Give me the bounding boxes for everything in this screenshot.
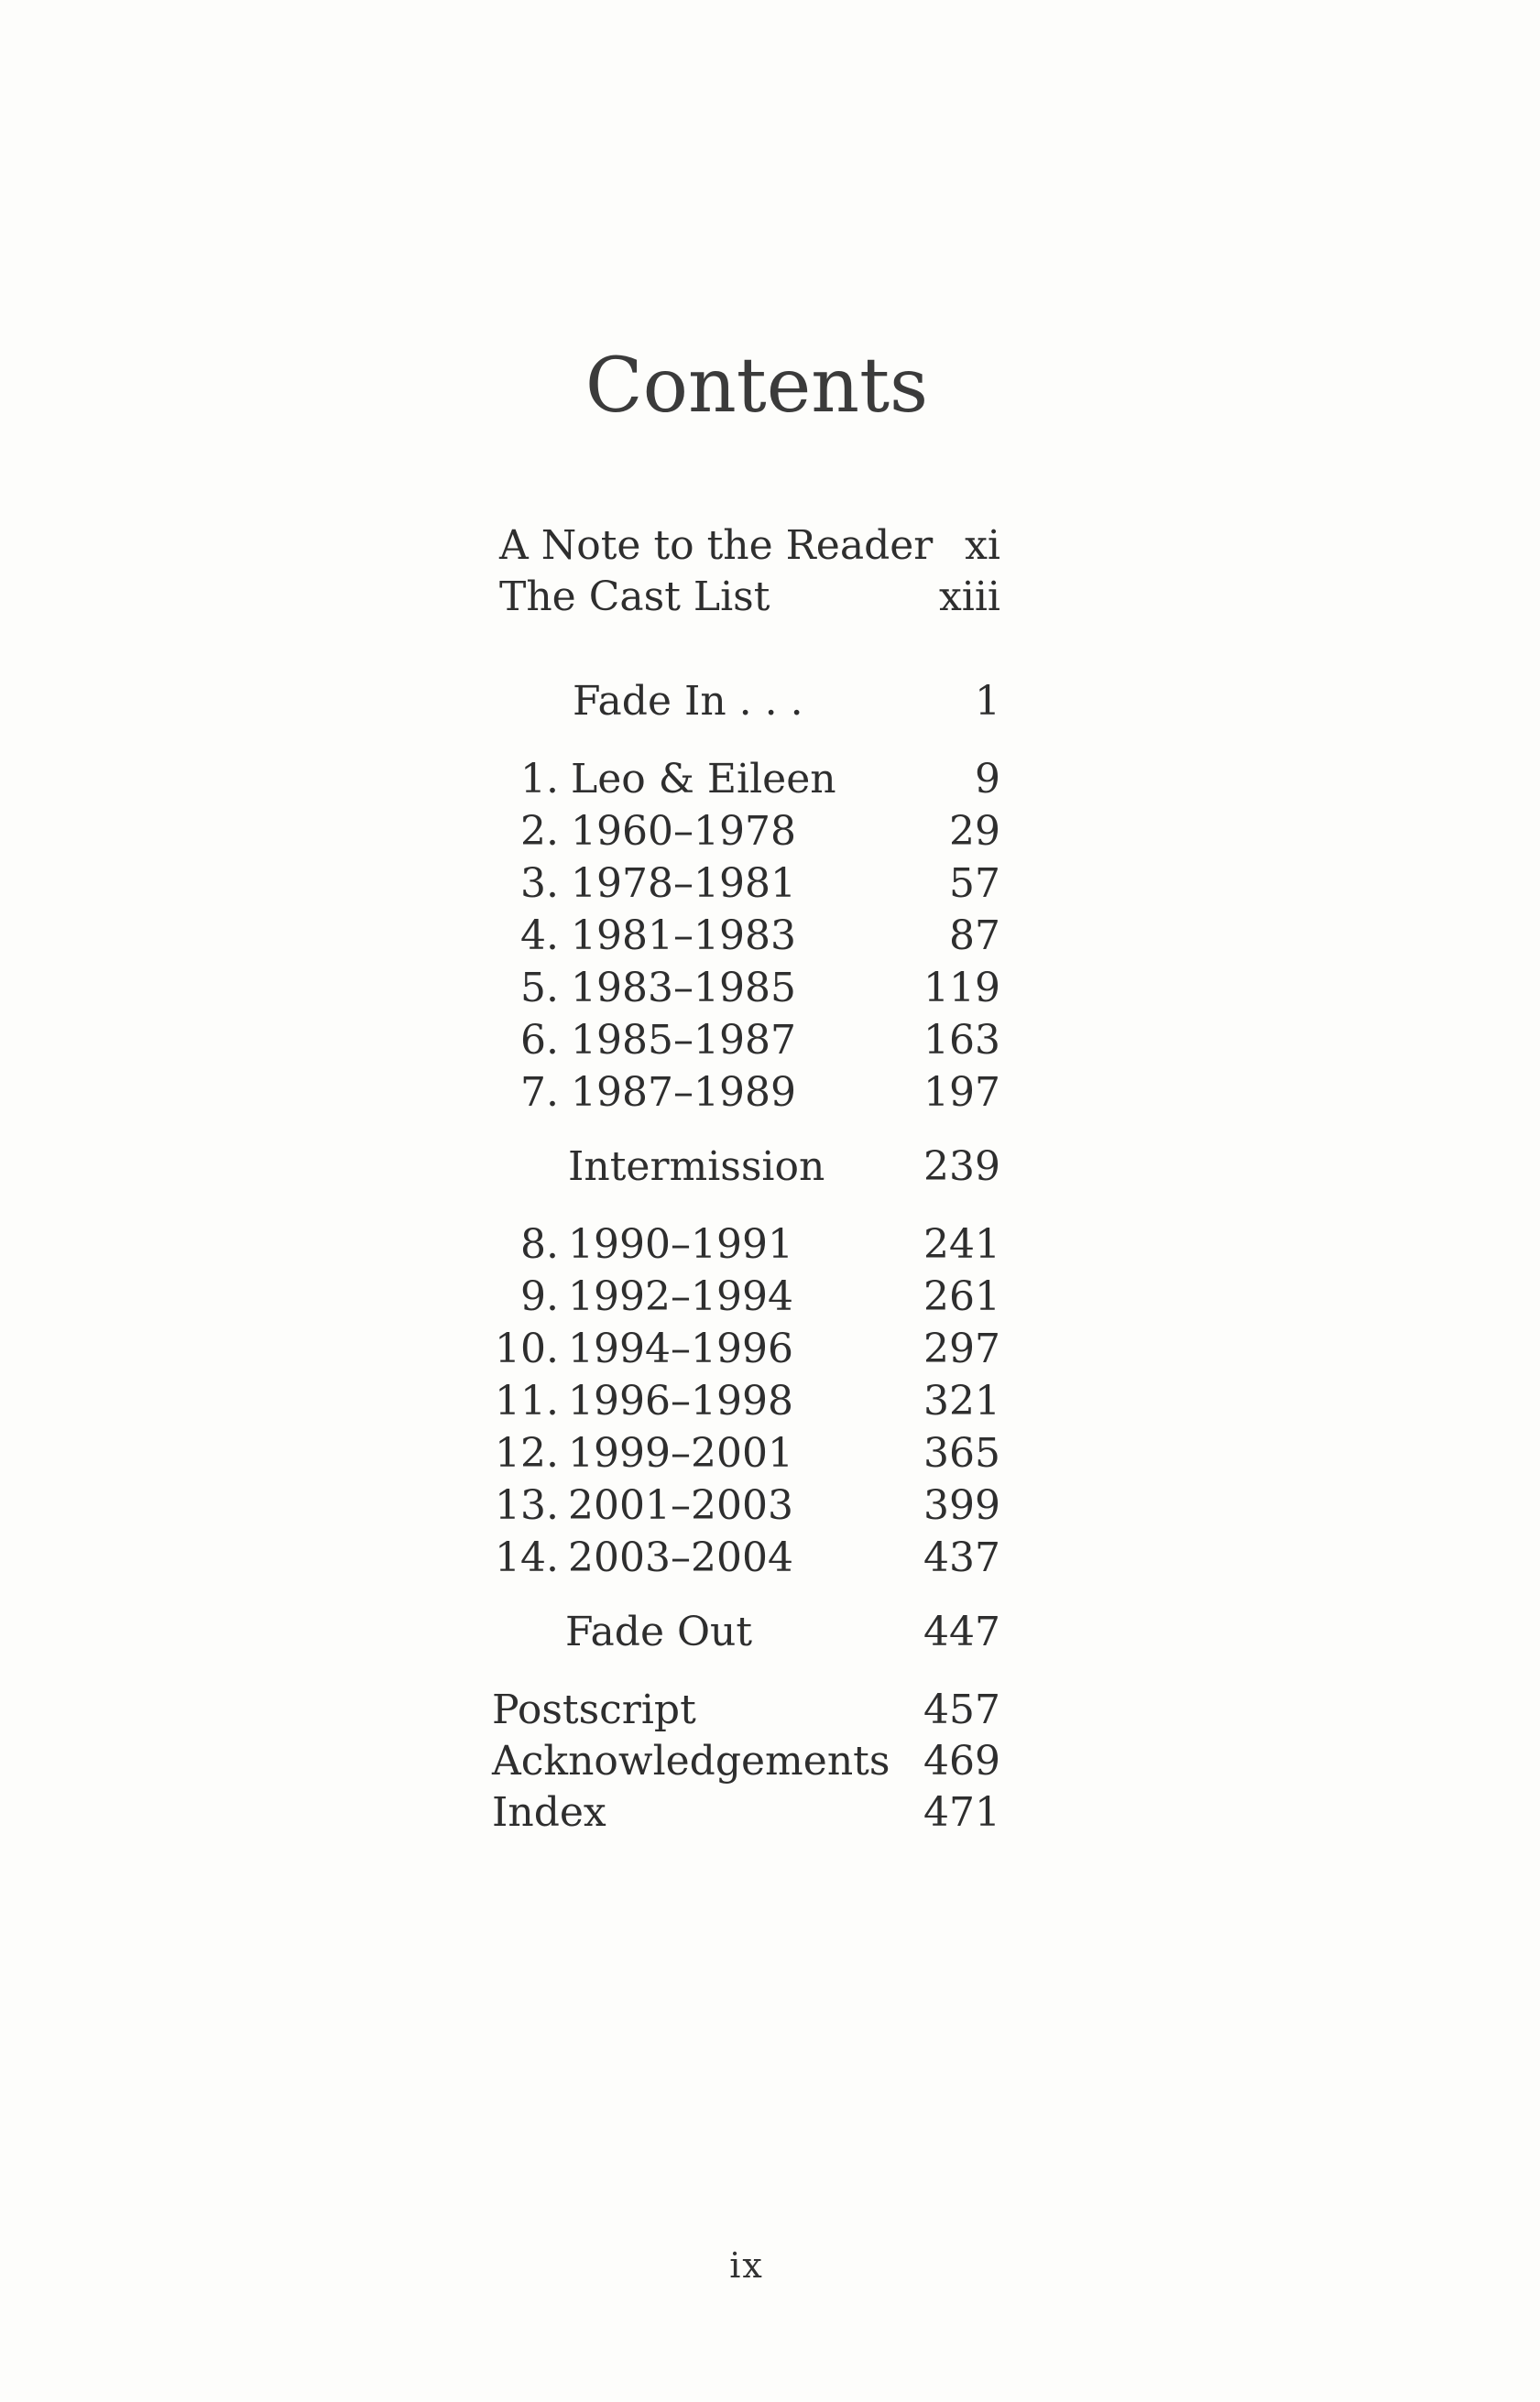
toc-entry-chapter-5[interactable] xyxy=(0,963,1540,1014)
toc-entry-cast-list[interactable] xyxy=(0,572,1540,623)
toc-entry-page: 87 xyxy=(949,912,1000,959)
toc-entry-label: Intermission xyxy=(568,1143,825,1190)
toc-entry-page: 365 xyxy=(923,1430,1000,1477)
toc-entry-chapter-12[interactable] xyxy=(0,1428,1540,1479)
toc-entry-number: 14. xyxy=(495,1534,559,1581)
toc-entry-label: 1978–1981 xyxy=(571,860,796,907)
toc-entry-label: Acknowledgements xyxy=(492,1738,890,1785)
page-title: Contents xyxy=(584,343,929,430)
toc-entry-postscript[interactable] xyxy=(0,1685,1540,1736)
toc-entry-label: 1983–1985 xyxy=(571,965,796,1011)
toc-entry-chapter-9[interactable] xyxy=(0,1272,1540,1323)
toc-entry-page: 321 xyxy=(923,1378,1000,1425)
toc-entry-note-to-reader[interactable] xyxy=(0,520,1540,572)
toc-entry-chapter-14[interactable] xyxy=(0,1533,1540,1584)
toc-entry-page: 239 xyxy=(923,1143,1000,1190)
toc-entry-chapter-8[interactable] xyxy=(0,1219,1540,1271)
toc-entry-page: xi xyxy=(965,522,1000,569)
toc-entry-number: 10. xyxy=(495,1326,559,1372)
toc-entry-page: 57 xyxy=(949,860,1000,907)
toc-entry-index[interactable] xyxy=(0,1787,1540,1839)
toc-entry-label: 1985–1987 xyxy=(571,1017,796,1064)
toc-entry-label: Leo & Eileen xyxy=(571,756,836,802)
toc-entry-page: 447 xyxy=(923,1609,1000,1655)
toc-entry-label: A Note to the Reader xyxy=(499,522,934,569)
toc-entry-label: 1987–1989 xyxy=(571,1069,796,1116)
toc-entry-label: 1981–1983 xyxy=(571,912,796,959)
page-number: ix xyxy=(729,2245,764,2286)
toc-entry-acknowledgements[interactable] xyxy=(0,1736,1540,1787)
toc-entry-chapter-11[interactable] xyxy=(0,1376,1540,1427)
toc-entry-chapter-7[interactable] xyxy=(0,1067,1540,1119)
toc-entry-page: 261 xyxy=(923,1273,1000,1320)
toc-entry-number: 8. xyxy=(520,1221,559,1268)
toc-entry-label: The Cast List xyxy=(499,573,770,620)
toc-entry-label: 1990–1991 xyxy=(568,1221,793,1268)
toc-entry-chapter-6[interactable] xyxy=(0,1015,1540,1066)
toc-entry-page: 469 xyxy=(923,1738,1000,1785)
toc-entry-number: 7. xyxy=(520,1069,559,1116)
toc-entry-number: 6. xyxy=(520,1017,559,1064)
toc-entry-chapter-2[interactable] xyxy=(0,806,1540,857)
toc-entry-label: Fade Out xyxy=(565,1609,753,1655)
toc-entry-label: Index xyxy=(492,1789,606,1836)
toc-entry-page: 399 xyxy=(923,1482,1000,1529)
toc-entry-page: 9 xyxy=(975,756,1000,802)
toc-entry-number: 12. xyxy=(495,1430,559,1477)
toc-entry-number: 5. xyxy=(520,965,559,1011)
toc-entry-number: 11. xyxy=(495,1378,559,1425)
toc-entry-label: 2003–2004 xyxy=(568,1534,793,1581)
toc-entry-chapter-1[interactable] xyxy=(0,754,1540,805)
toc-entry-chapter-13[interactable] xyxy=(0,1480,1540,1532)
toc-entry-number: 4. xyxy=(520,912,559,959)
toc-entry-page: 297 xyxy=(923,1326,1000,1372)
toc-entry-page: 29 xyxy=(949,808,1000,855)
toc-entry-label: 2001–2003 xyxy=(568,1482,793,1529)
toc-entry-page: 457 xyxy=(923,1687,1000,1733)
toc-entry-number: 9. xyxy=(520,1273,559,1320)
toc-entry-page: 197 xyxy=(923,1069,1000,1116)
toc-entry-intermission[interactable] xyxy=(0,1141,1540,1193)
toc-entry-number: 3. xyxy=(520,860,559,907)
toc-entry-label: Fade In . . . xyxy=(573,678,803,725)
toc-entry-number: 2. xyxy=(520,808,559,855)
toc-entry-page: 163 xyxy=(923,1017,1000,1064)
toc-entry-label: Postscript xyxy=(492,1687,696,1733)
toc-entry-fade-in[interactable] xyxy=(0,676,1540,727)
toc-entry-label: 1960–1978 xyxy=(571,808,796,855)
toc-entry-label: 1992–1994 xyxy=(568,1273,793,1320)
toc-entry-chapter-3[interactable] xyxy=(0,858,1540,910)
toc-entry-chapter-10[interactable] xyxy=(0,1324,1540,1375)
toc-entry-page: 471 xyxy=(923,1789,1000,1836)
toc-entry-page: 437 xyxy=(923,1534,1000,1581)
toc-entry-fade-out[interactable] xyxy=(0,1607,1540,1658)
toc-entry-page: 1 xyxy=(975,678,1000,725)
toc-entry-page: 241 xyxy=(923,1221,1000,1268)
toc-entry-label: 1996–1998 xyxy=(568,1378,793,1425)
toc-entry-page: 119 xyxy=(923,965,1000,1011)
toc-entry-number: 13. xyxy=(495,1482,559,1529)
toc-entry-label: 1999–2001 xyxy=(568,1430,793,1477)
toc-entry-page: xiii xyxy=(938,573,1000,620)
toc-entry-number: 1. xyxy=(520,756,559,802)
toc-entry-label: 1994–1996 xyxy=(568,1326,793,1372)
toc-entry-chapter-4[interactable] xyxy=(0,911,1540,962)
